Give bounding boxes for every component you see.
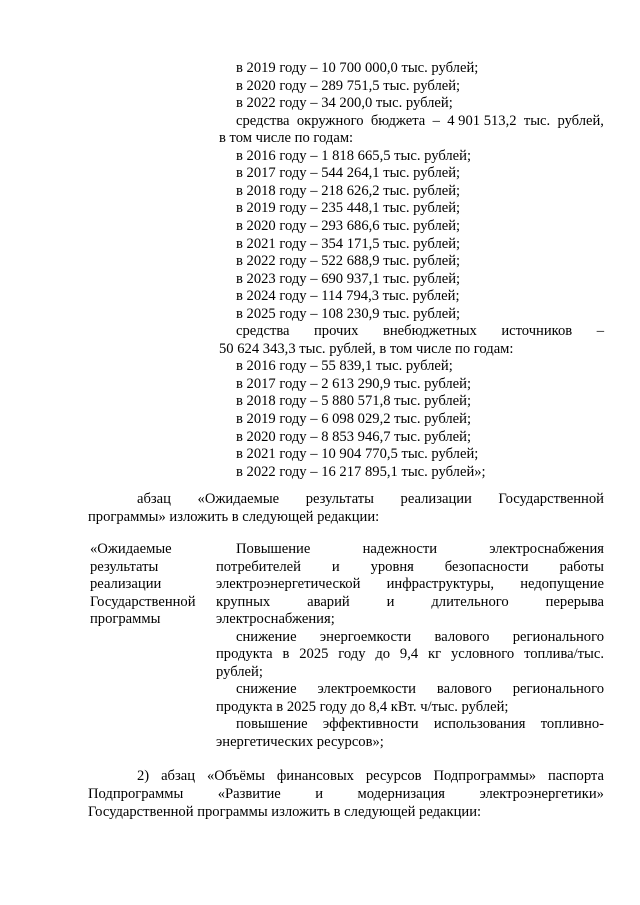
- word: –: [596, 323, 604, 340]
- word: инфраструктуры,: [386, 576, 495, 592]
- label-line: «Ожидаемые: [90, 541, 172, 557]
- word: Государственной: [498, 491, 604, 507]
- word: в: [282, 646, 290, 662]
- result-line: [236, 681, 604, 698]
- okrug-year-line: в 2024 году – 114 794,3 тыс. рублей;: [236, 288, 460, 305]
- result-line: [236, 541, 604, 558]
- word: прочих: [314, 323, 359, 340]
- word: Подпрограммы: [88, 786, 184, 802]
- other-year-line: в 2016 году – 55 839,1 тыс. рублей;: [236, 358, 453, 375]
- word: безопасности: [444, 558, 529, 575]
- other-year-line: в 2021 году – 10 904 770,5 тыс. рублей;: [236, 446, 479, 463]
- expected-results-label: [90, 541, 210, 629]
- result-line: [216, 594, 604, 611]
- okrug-year-line: в 2016 году – 1 818 665,5 тыс. рублей;: [236, 147, 472, 164]
- word: продукта: [216, 646, 273, 662]
- okrug-year-line: в 2022 году – 522 688,9 тыс. рублей;: [236, 253, 461, 270]
- word: условного: [450, 646, 515, 662]
- word: средства: [236, 112, 290, 129]
- okrug-year-line: в 2021 году – 354 171,5 тыс. рублей;: [236, 235, 461, 252]
- word: до: [375, 646, 391, 662]
- word: 4 901 513,2: [447, 112, 517, 129]
- word: паспорта: [547, 768, 604, 784]
- word: кг: [428, 646, 442, 662]
- word: уровня: [370, 558, 414, 575]
- word: электроснабжения: [489, 541, 604, 557]
- word: электроэнергетики»: [479, 786, 604, 802]
- label-line: результаты: [90, 558, 159, 575]
- word: тыс.: [523, 112, 551, 129]
- word: топливно-: [540, 716, 604, 732]
- okrug-budget-cont: в том числе по годам:: [219, 130, 354, 147]
- word: окружного: [296, 112, 364, 129]
- word: электроэнергетической: [216, 576, 361, 592]
- word: финансовых: [276, 768, 354, 784]
- paragraph-1-line-2: программы» изложить в следующей редакции:: [88, 509, 380, 525]
- okrug-year-line: в 2023 году – 690 937,1 тыс. рублей;: [236, 270, 461, 287]
- word: снижение: [236, 681, 297, 697]
- word: бюджета: [370, 112, 426, 129]
- other-year-line: в 2022 году – 16 217 895,1 тыс. рублей»;: [236, 463, 486, 480]
- word: повышение: [236, 716, 308, 732]
- okrug-year-line: в 2017 году – 544 264,1 тыс. рублей;: [236, 165, 461, 182]
- word: топлива/тыс.: [524, 646, 604, 662]
- word: 2025: [299, 646, 329, 662]
- word: 9,4: [399, 646, 419, 662]
- word: снижение: [236, 628, 297, 645]
- other-year-line: в 2019 году – 6 098 029,2 тыс. рублей;: [236, 411, 472, 427]
- word: крупных: [216, 593, 271, 610]
- word: реализации: [400, 491, 472, 507]
- word: потребителей: [216, 558, 301, 575]
- word: валового: [436, 681, 492, 697]
- word: длительного: [431, 593, 509, 610]
- word: перерыва: [545, 593, 604, 610]
- word: недопущение: [520, 576, 604, 592]
- paragraph-2-line-1: [137, 768, 604, 785]
- word: работы: [559, 558, 604, 575]
- paragraph-1-line-1: [137, 491, 604, 508]
- result-line: [216, 646, 604, 663]
- paragraph-2-line-3: Государственной программы изложить в следующей редакции:: [88, 804, 482, 820]
- word: 2): [137, 768, 150, 784]
- word: Повышение: [236, 541, 311, 557]
- result-line: [236, 629, 604, 646]
- other-year-line: в 2018 году – 5 880 571,8 тыс. рублей;: [236, 393, 472, 410]
- word: валового: [434, 628, 490, 645]
- word: рублей,: [557, 112, 604, 129]
- word: энергоемкости: [319, 628, 412, 645]
- word: эффективности: [322, 716, 419, 732]
- other-sources-cont: 50 624 343,3 тыс. рублей, в том числе по годам:: [219, 340, 514, 357]
- okrug-year-line: в 2018 году – 218 626,2 тыс. рублей;: [236, 182, 461, 199]
- word: –: [432, 112, 440, 129]
- word: и: [331, 558, 340, 575]
- result-line: электроснабжения;: [216, 611, 335, 627]
- result-line: продукта в 2025 году до 8,4 кВт. ч/тыс. рублей;: [216, 698, 509, 715]
- result-line: энергетических ресурсов»;: [216, 733, 384, 750]
- word: аварий: [307, 593, 350, 610]
- other-year-line: в 2017 году – 2 613 290,9 тыс. рублей;: [236, 375, 472, 392]
- word: результаты: [305, 491, 374, 507]
- result-line: [216, 576, 604, 593]
- okrug-year-line: в 2025 году – 108 230,9 тыс. рублей;: [236, 305, 461, 322]
- word: «Развитие: [217, 786, 281, 802]
- word: электроемкости: [317, 681, 416, 697]
- word: источников: [501, 323, 573, 340]
- okrug-year-line: в 2020 году – 293 686,6 тыс. рублей;: [236, 217, 461, 234]
- result-line: рублей;: [216, 663, 263, 680]
- word: надежности: [362, 541, 438, 557]
- word: модернизация: [357, 786, 445, 802]
- word: регионального: [512, 628, 604, 645]
- label-line: Государственной: [90, 593, 196, 610]
- okrug-year-line: в 2019 году – 235 448,1 тыс. рублей;: [236, 200, 461, 217]
- okrug-budget-line: [236, 113, 604, 130]
- funding-line: в 2019 году – 10 700 000,0 тыс. рублей;: [236, 60, 479, 76]
- result-line: [236, 716, 604, 733]
- word: «Ожидаемые: [197, 491, 280, 507]
- word: и: [386, 593, 395, 610]
- word: регионального: [512, 681, 604, 697]
- label-line: программы: [90, 611, 161, 627]
- word: году: [338, 646, 366, 662]
- other-sources-line: [236, 323, 604, 340]
- word: Подпрограммы»: [433, 768, 537, 784]
- funding-line: в 2022 году – 34 200,0 тыс. рублей;: [236, 95, 453, 112]
- word: и: [315, 786, 324, 802]
- word: средства: [236, 323, 290, 340]
- other-year-line: в 2020 году – 8 853 946,7 тыс. рублей;: [236, 428, 472, 445]
- word: абзац: [161, 768, 196, 784]
- label-line: реализации: [90, 576, 162, 592]
- word: ресурсов: [365, 768, 422, 784]
- word: абзац: [137, 491, 171, 507]
- word: «Объёмы: [206, 768, 265, 784]
- funding-line: в 2020 году – 289 751,5 тыс. рублей;: [236, 77, 461, 94]
- word: использования: [433, 716, 526, 732]
- word: внебюджетных: [382, 323, 477, 340]
- result-line: [216, 559, 604, 576]
- paragraph-2-line-2: [88, 786, 604, 803]
